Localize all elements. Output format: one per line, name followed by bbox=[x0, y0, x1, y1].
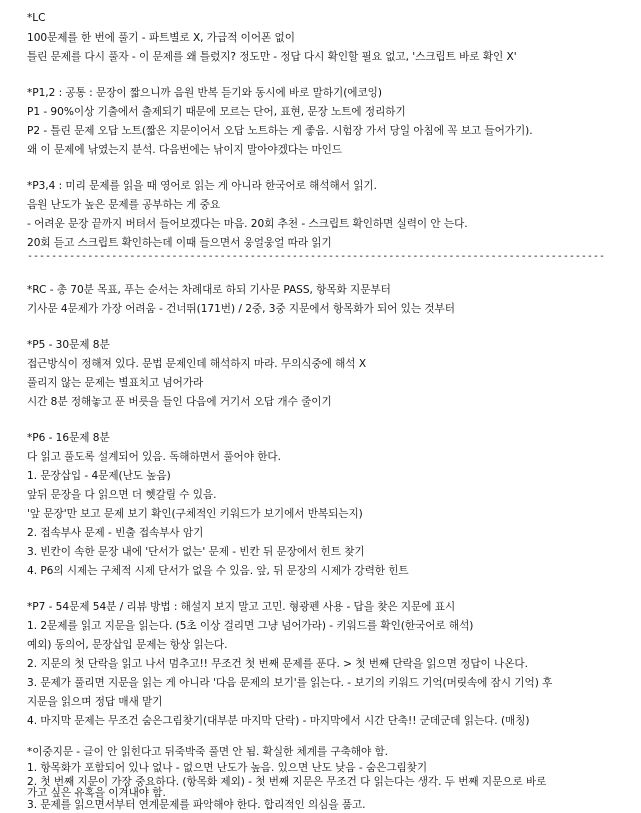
p6-line-6: 3. 빈칸이 속한 문장 내에 '단서가 없는' 문제 - 빈칸 뒤 문장에서 힌트 찾기 bbox=[27, 546, 365, 558]
p12-line-1: P1 - 90%이상 기출에서 출제되기 때문에 모르는 단어, 표현, 문장 노트에 정리하기 bbox=[27, 106, 406, 118]
p7-line-4: 3. 문제가 풀리면 지문을 읽는 게 아니라 '다음 문제의 보기'를 읽는다. - 보기의 키워드 기억(머릿속에 잠시 기억) 후 bbox=[27, 677, 553, 689]
p34-line-1: 음원 난도가 높은 문제를 공부하는 게 중요 bbox=[27, 199, 221, 211]
p5-line-1: 접근방식이 정해져 있다. 문법 문제인데 해석하지 마라. 무의식중에 해석 X bbox=[27, 358, 367, 370]
p7-line-1: 1. 2문제를 읽고 지문을 읽는다. (5초 이상 걸리면 그냥 넘어가라) - 키워드를 확인(한국어로 해석) bbox=[27, 620, 474, 632]
p5-line-2: 풀리지 않는 문제는 별표치고 넘어가라 bbox=[27, 377, 204, 389]
p7-line-3: 2. 지문의 첫 단락을 읽고 나서 멈추고!! 무조건 첫 번째 문제를 푼다. > 첫 번째 단락을 읽으면 정답이 나온다. bbox=[27, 658, 528, 670]
p6-line-5: 2. 접속부사 문제 - 빈출 접속부사 암기 bbox=[27, 527, 204, 539]
p7-line-5: 지문을 읽으며 정답 매새 맡기 bbox=[27, 696, 163, 708]
p6-line-4: '앞 문장'만 보고 문제 보기 확인(구체적인 키워드가 보기에서 반복되는지) bbox=[27, 508, 363, 520]
lc-heading: *LC bbox=[27, 12, 46, 24]
p5-heading: *P5 - 30문제 8분 bbox=[27, 339, 110, 351]
double-passage-line-3: 가고 싶은 유혹을 이겨내야 함. bbox=[27, 787, 166, 799]
p7-heading: *P7 - 54문제 54분 / 리뷰 방법 : 해설지 보지 말고 고민. 형광펜 사용 - 답을 찾은 지문에 표시 bbox=[27, 601, 456, 613]
p7-line-6: 4. 마지막 문제는 무조건 숨은그림찾기(대부분 마지막 단락) - 마지막에서 시간 단축!! 군데군데 읽는다. (매칭) bbox=[27, 715, 530, 727]
p12-line-2: P2 - 틀린 문제 오답 노트(짧은 지문이어서 오답 노트하는 게 좋음. 시험장 가서 당일 아침에 꼭 보고 들어가기). bbox=[27, 125, 533, 137]
p6-line-2: 1. 문장삽입 - 4문제(난도 높음) bbox=[27, 470, 171, 482]
p34-line-2: - 어려운 문장 끝까지 버텨서 들어보겠다는 마음. 20회 추천 - 스크립트 확인하면 실력이 안 는다. bbox=[27, 218, 468, 230]
p6-line-1: 다 읽고 풀도록 설계되어 있음. 독해하면서 풀어야 한다. bbox=[27, 451, 281, 463]
p34-heading: *P3,4 : 미리 문제를 읽을 때 영어로 읽는 게 아니라 한국어로 해석해서 읽기. bbox=[27, 180, 377, 192]
rc-heading: *RC - 총 70분 목표, 푸는 순서는 차례대로 하되 기사문 PASS, 항목화 지문부터 bbox=[27, 284, 391, 296]
rc-line-1: 기사문 4문제가 가장 어려움 - 건너뛰(171번) / 2중, 3중 지문에서 항목화가 되어 있는 것부터 bbox=[27, 303, 455, 315]
double-passage-line-1: 1. 항목화가 포함되어 있나 없나 - 없으면 난도가 높음. 있으면 난도 낮음 - 숨은그림찾기 bbox=[27, 762, 428, 774]
p6-line-3: 앞뒤 문장을 다 읽으면 더 헷갈릴 수 있음. bbox=[27, 489, 217, 501]
double-passage-line-4: 3. 문제를 읽으면서부터 연계문제를 파악해야 한다. 합리적인 의심을 품고. bbox=[27, 799, 366, 811]
lc-line-1: 100문제를 한 번에 풀기 - 파트별로 X, 가급적 이어폰 없이 bbox=[27, 32, 295, 44]
p12-line-3: 왜 이 문제에 낚였는지 분석. 다음번에는 낚이지 말아야겠다는 마인드 bbox=[27, 144, 342, 156]
p34-line-3: 20회 듣고 스크립트 확인하는데 이때 들으면서 웅얼웅얼 따라 읽기 bbox=[27, 237, 332, 249]
p6-heading: *P6 - 16문제 8분 bbox=[27, 432, 110, 444]
double-passage-heading: *이중지문 - 글이 안 읽힌다고 뒤죽박죽 풀면 안 됨. 확실한 체계를 구축해야 함. bbox=[27, 746, 388, 758]
double-passage-line-2: 2. 첫 번째 지문이 가장 중요하다. (항목화 제외) - 첫 번째 지문은 무조건 다 읽는다는 생각. 두 번째 지문으로 바로 bbox=[27, 776, 547, 788]
p6-line-7: 4. P6의 시제는 구체적 시제 단서가 없을 수 있음. 앞, 뒤 문장의 시제가 강력한 힌트 bbox=[27, 565, 409, 577]
section-divider: ------------------------------------------------------------------------------------------------ bbox=[27, 251, 605, 262]
p5-line-3: 시간 8분 정해놓고 푼 버릇을 들인 다음에 거기서 오답 개수 줄이기 bbox=[27, 396, 332, 408]
lc-line-2: 틀린 문제를 다시 풀자 - 이 문제를 왜 틀렸지? 정도만 - 정답 다시 확인할 필요 없고, '스크립트 바로 확인 X' bbox=[27, 51, 517, 63]
p12-heading: *P1,2 : 공통 : 문장이 짧으니까 음원 반복 듣기와 동시에 바로 말하기(에코잉) bbox=[27, 87, 382, 99]
p7-line-2: 예외) 동의어, 문장삽입 문제는 항상 읽는다. bbox=[27, 639, 228, 651]
